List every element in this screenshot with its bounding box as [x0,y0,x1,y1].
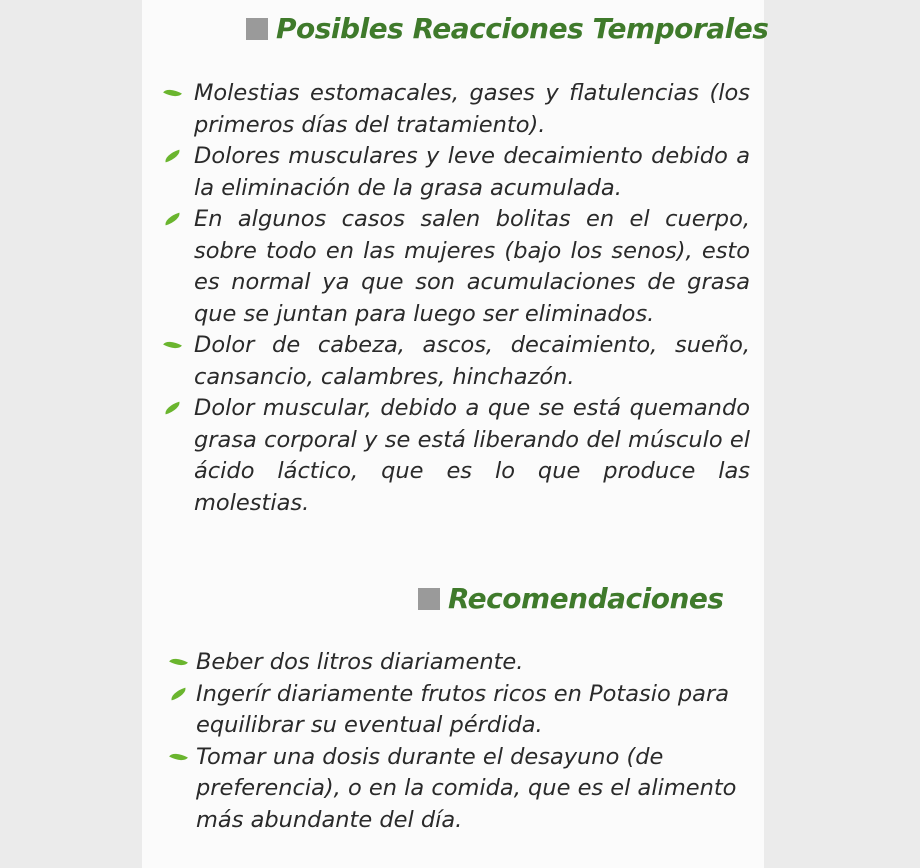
list-item-text: Beber dos litros diariamente. [196,649,524,675]
list-item-text: Molestias estomacales, gases y flatulencias (los primeros días del tratamiento). [194,80,750,138]
leaf-bullet-icon [163,337,182,352]
reactions-list [158,78,750,519]
recommendations-list [168,647,748,836]
list-item-text: Dolor muscular, debido a que se está quemando grasa corporal y se está liberando del músculo el ácido láctico, que es lo que produce las molestias. [194,395,750,516]
leaf-bullet-icon [163,85,182,100]
list-item-text: Dolor de cabeza, ascos, decaimiento, sueño, cansancio, calambres, hinchazón. [194,332,750,390]
list-item [158,393,750,519]
leaf-bullet-icon [163,402,182,415]
list-item [168,647,748,679]
leaf-bullet-icon [169,687,188,700]
list-item [158,78,750,141]
leaf-bullet-icon [169,654,188,669]
list-item-text: Ingerír diariamente frutos ricos en Potasio para equilibrar su eventual pérdida. [196,680,729,738]
list-item-text: En algunos casos salen bolitas en el cuerpo, sobre todo en las mujeres (bajo los senos), esto es normal ya que son acumulaciones de grasa que se juntan para luego ser eliminados. [194,206,750,327]
section-heading-recommendations [418,582,724,615]
list-item [158,141,750,204]
section-title: Posibles Reacciones Temporales [276,12,769,45]
section-heading-reactions [246,12,768,45]
list-item [168,742,748,837]
list-item [168,679,748,742]
section-title: Recomendaciones [448,582,724,615]
square-bullet-icon [418,588,440,610]
square-bullet-icon [246,18,268,40]
brochure-page [142,0,769,868]
leaf-bullet-icon [169,749,188,764]
leaf-bullet-icon [163,213,182,226]
list-item [158,330,750,393]
list-item-text: Tomar una dosis durante el desayuno (de preferencia), o en la comida, que es el alimento más abundante del día. [196,743,737,833]
leaf-bullet-icon [163,150,182,163]
list-item [158,204,750,330]
list-item-text: Dolores musculares y leve decaimiento debido a la eliminación de la grasa acumulada. [194,143,750,201]
